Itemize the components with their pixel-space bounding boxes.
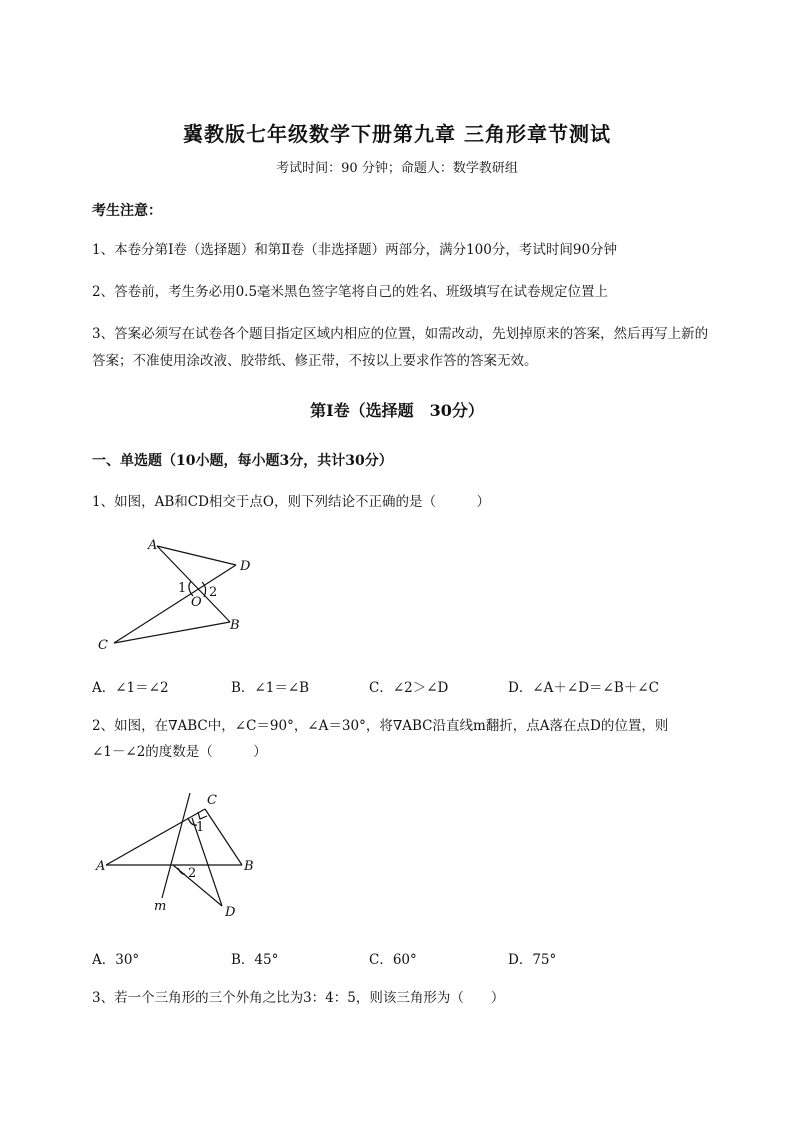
q2-option-a[interactable]: A．30° [92, 952, 140, 968]
question-2-stem-line2: ∠1－∠2的度数是（ ） [92, 744, 267, 760]
exam-info: 考试时间：90 分钟；命题人：数学教研组 [276, 161, 518, 176]
q2-option-d[interactable]: D．75° [508, 952, 557, 968]
q1-option-d[interactable]: D．∠A＋∠D＝∠B＋∠C [508, 680, 659, 696]
question-1-stem: 1、如图，AB和CD相交于点O，则下列结论不正确的是（ ） [92, 494, 490, 510]
right-angle-mark [198, 812, 207, 819]
label-c: C [98, 638, 108, 653]
label-c: C [207, 793, 217, 808]
q1-option-b[interactable]: B．∠1＝∠B [231, 680, 310, 696]
notice-heading: 考生注意： [92, 203, 162, 219]
label-b: B [230, 618, 240, 633]
label-angle-2: 2 [188, 866, 197, 881]
part-heading: 一、单选题（10小题，每小题3分，共计30分） [92, 453, 393, 469]
question-2-figure [90, 788, 280, 923]
segment-dc [114, 565, 236, 643]
notice-item-1: 1、本卷分第Ⅰ卷（选择题）和第Ⅱ卷（非选择题）两部分，满分100分，考试时间90分钟 [92, 242, 618, 258]
segment-ac [106, 809, 205, 865]
notice-item-2: 2、答卷前，考生务必用0.5毫米黑色签字笔将自己的姓名、班级填写在试卷规定位置上 [92, 284, 609, 300]
question-3-stem: 3、若一个三角形的三个外角之比为3：4：5，则该三角形为（ ） [92, 990, 505, 1006]
line-m [162, 793, 190, 898]
label-angle-1: 1 [178, 581, 187, 596]
label-angle-1: 1 [196, 820, 205, 835]
question-1-figure [90, 530, 270, 660]
label-b: B [244, 859, 254, 874]
section-title: 第Ⅰ卷（选择题 30分） [310, 401, 484, 420]
q1-option-a[interactable]: A．∠1＝∠2 [92, 680, 169, 696]
segment-ab [157, 546, 230, 622]
question-2-stem-line1: 2、如图，在∇ABC中，∠C＝90°，∠A＝30°，将∇ABC沿直线m翻折，点A落在点D的位置，则 [92, 718, 669, 734]
label-m: m [154, 899, 167, 914]
label-d: D [240, 559, 251, 574]
label-a: A [148, 538, 158, 553]
label-d: D [225, 905, 236, 920]
q2-option-c[interactable]: C．60° [369, 952, 417, 968]
q2-option-b[interactable]: B．45° [231, 952, 279, 968]
label-a: A [96, 859, 106, 874]
notice-item-3: 3、答案必须写在试卷各个题目指定区域内相应的位置，如需改动，先划掉原来的答案，然后再写上新的答案；不准使用涂改液、胶带纸、修正带，不按以上要求作答的答案无效。 [92, 326, 709, 369]
angle-2-arc [178, 868, 185, 874]
label-angle-2: 2 [209, 585, 218, 600]
page-title: 冀教版七年级数学下册第九章 三角形章节测试 [183, 122, 611, 146]
segment-cb [205, 809, 242, 865]
label-o: O [191, 595, 202, 610]
q1-option-c[interactable]: C．∠2＞∠D [369, 680, 449, 696]
segment-ad [157, 546, 236, 565]
